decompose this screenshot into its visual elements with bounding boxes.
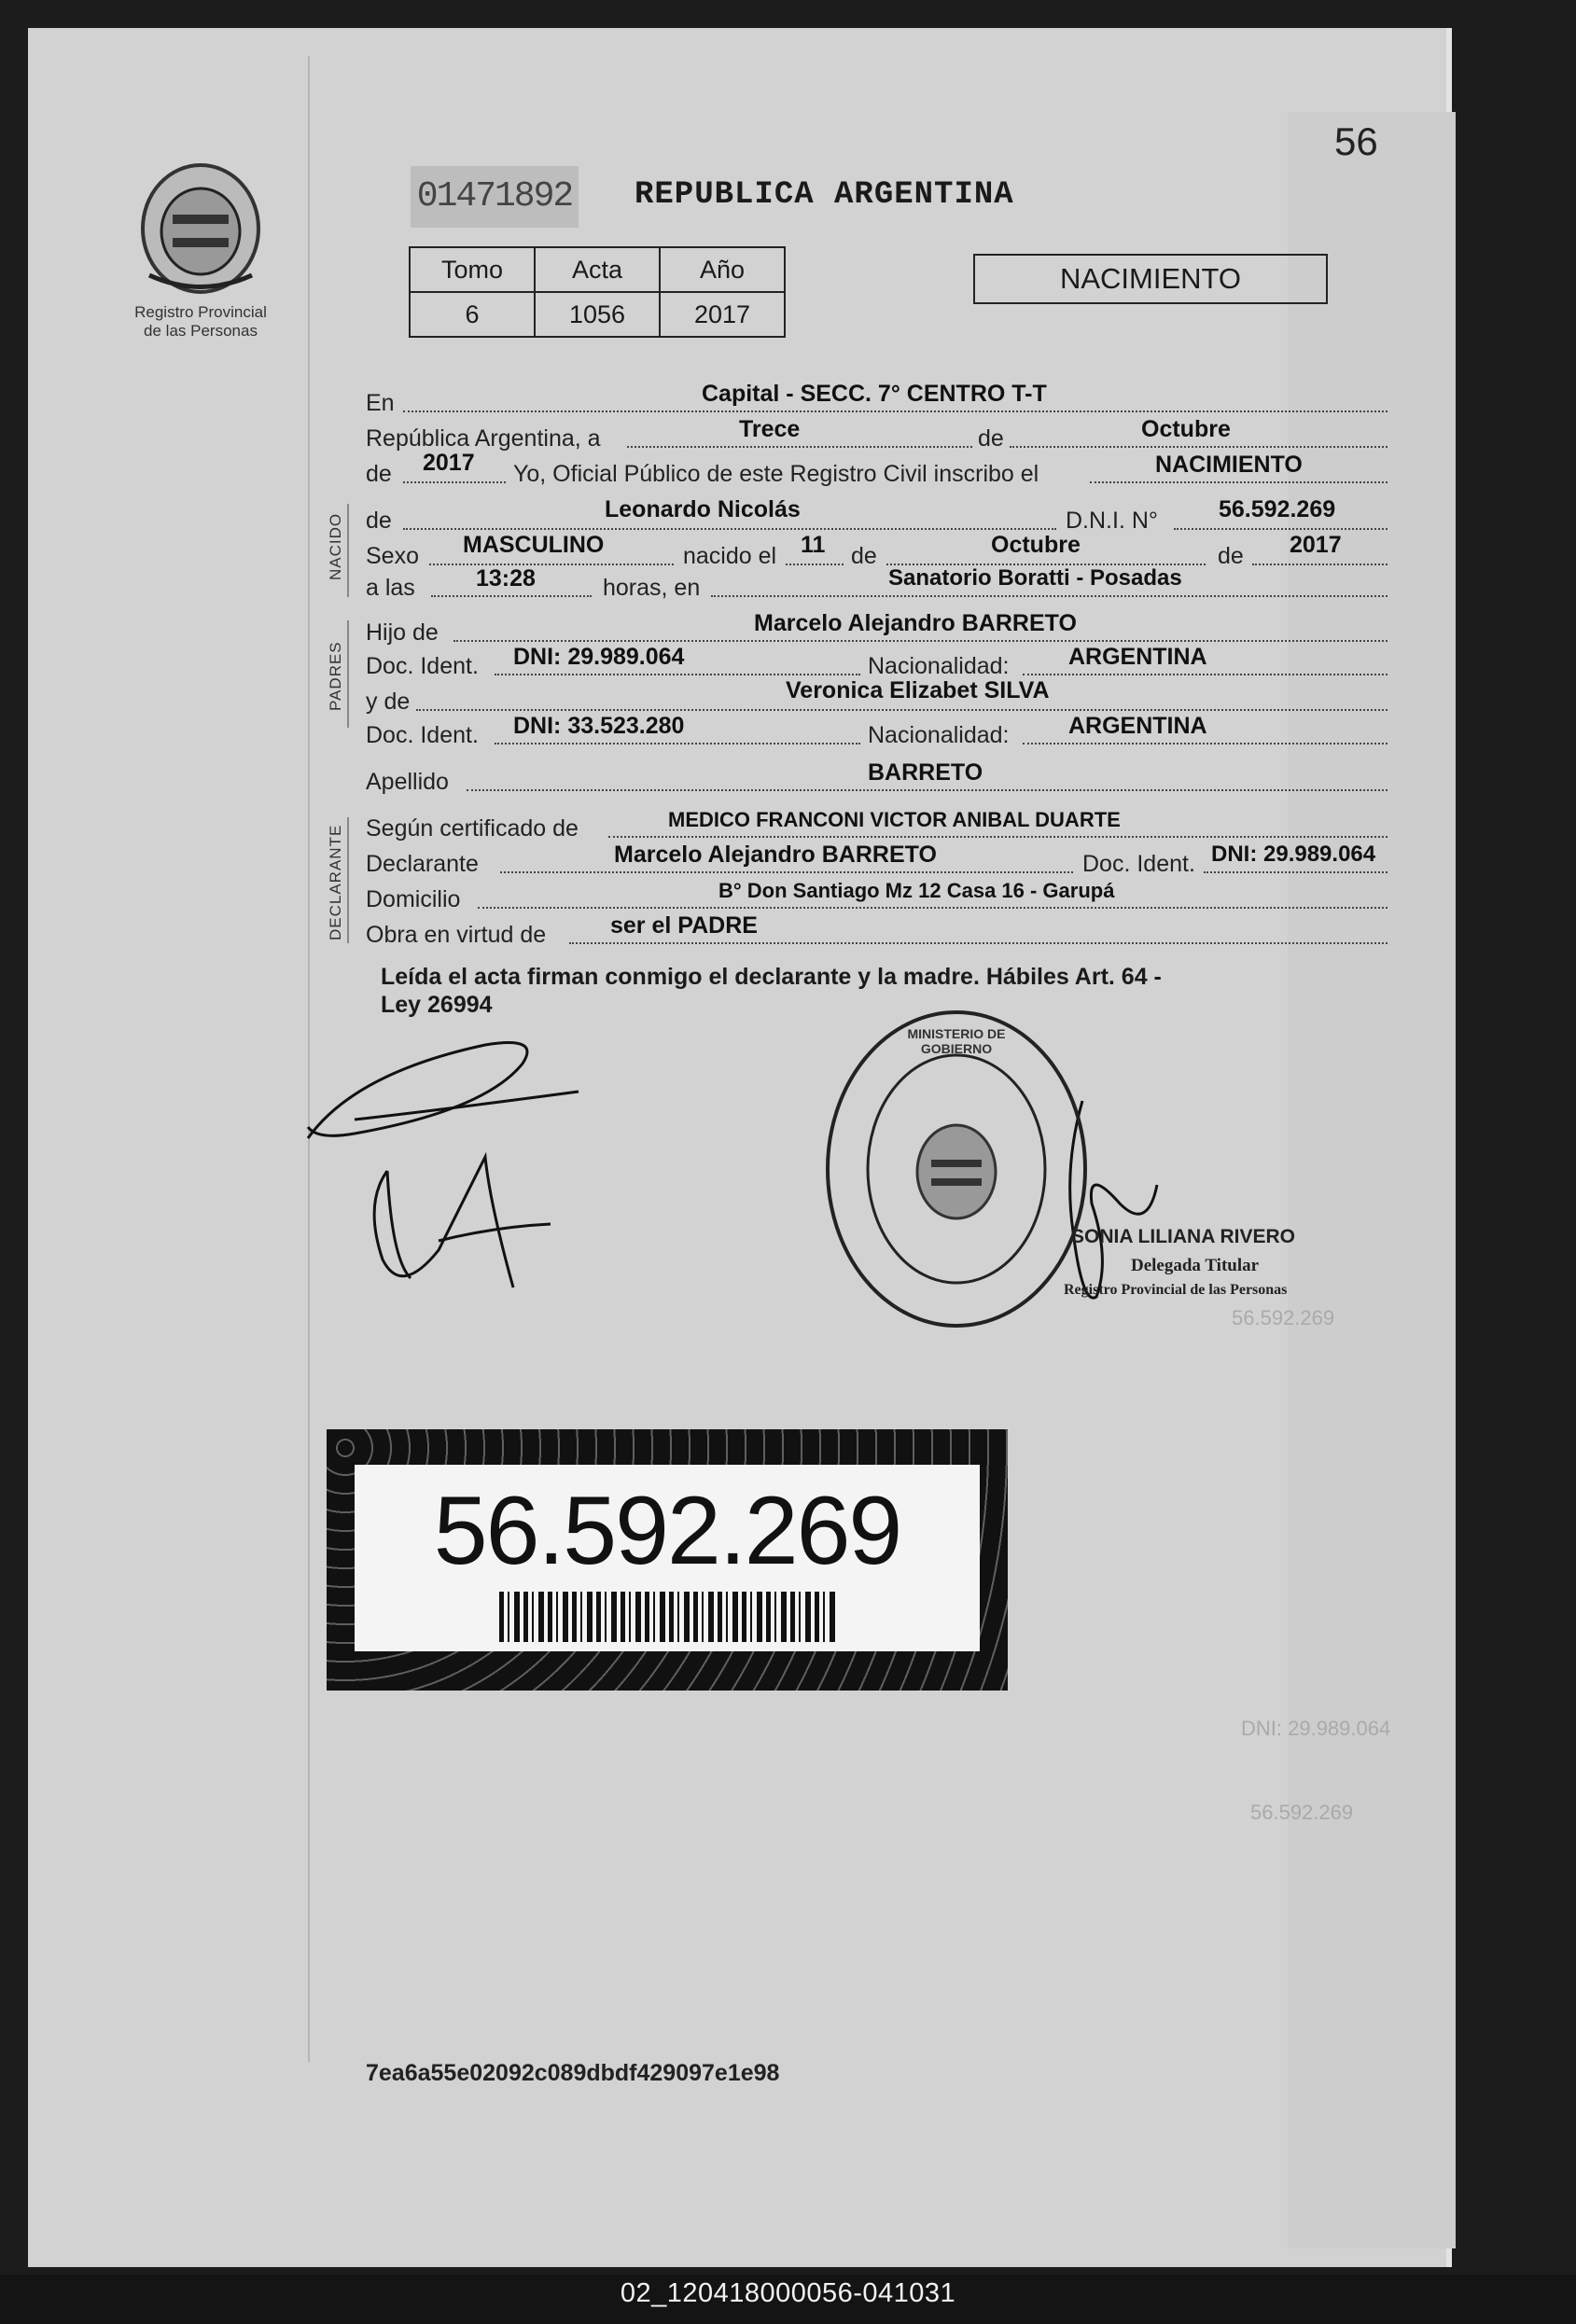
table-header-anio: Año (660, 247, 785, 292)
en-label: En (366, 390, 395, 416)
domicilio-label: Domicilio (366, 886, 461, 912)
barcode-sticker (327, 1429, 1008, 1691)
nacionalidad-label: Nacionalidad: (868, 653, 1010, 679)
domicilio-value: B° Don Santiago Mz 12 Casa 16 - Garupá (718, 879, 1115, 902)
dotted-line (1023, 743, 1388, 745)
madre-value: Veronica Elizabet SILVA (786, 677, 1050, 703)
horas-en-label: horas, en (603, 575, 701, 601)
padre-value: Marcelo Alejandro BARRETO (754, 610, 1077, 636)
dotted-line (711, 595, 1388, 597)
provincial-coat-of-arms-logo (131, 159, 271, 299)
dotted-line (569, 942, 1388, 944)
madre-nac-value: ARGENTINA (1068, 713, 1207, 739)
apellido-value: BARRETO (868, 759, 983, 786)
republica-label: República Argentina, a (366, 425, 601, 452)
declarante-label: Declarante (366, 851, 479, 877)
act-reference-table (409, 246, 786, 338)
dotted-line (431, 595, 592, 597)
dotted-line (1010, 446, 1388, 448)
nac-anio-value: 2017 (1290, 532, 1342, 558)
dotted-line (786, 564, 844, 565)
obra-value: ser el PADRE (610, 912, 758, 939)
document-title: REPUBLICA ARGENTINA (635, 177, 1014, 213)
doc-ident3-label: Doc. Ident. (1082, 851, 1195, 877)
dotted-line (403, 528, 1056, 530)
document-hash: 7ea6a55e02092c089dbdf429097e1e98 (366, 2060, 780, 2086)
hijo-de-label: Hijo de (366, 619, 439, 646)
dia-value: Trece (739, 416, 801, 442)
declarante-value: Marcelo Alejandro BARRETO (614, 842, 937, 868)
official-org: Registro Provincial de las Personas (1064, 1282, 1288, 1298)
barcode-number: 56.592.269 (433, 1477, 901, 1585)
section-label-padres: PADRES (327, 641, 344, 711)
logo-caption-line1: Registro Provincial (134, 303, 267, 321)
section-divider (347, 504, 349, 597)
dotted-line (403, 481, 506, 483)
section-label-nacido: NACIDO (327, 512, 344, 580)
section-label-declarante: DECLARANTE (327, 824, 344, 940)
dotted-line (453, 640, 1388, 642)
section-divider (347, 620, 349, 728)
dotted-line (608, 836, 1388, 838)
de4-label: de (851, 543, 877, 569)
dotted-line (1204, 871, 1388, 873)
doc-ident2-label: Doc. Ident. (366, 722, 479, 748)
dotted-line (1090, 481, 1388, 483)
oficial-text: Yo, Oficial Público de este Registro Civil inscribo el (513, 461, 1039, 487)
dotted-line (495, 743, 860, 745)
hora-value: 13:28 (476, 565, 536, 591)
act-type-box: NACIMIENTO (973, 254, 1328, 304)
sexo-label: Sexo (366, 543, 419, 569)
dotted-line (627, 446, 972, 448)
official-role: Delegada Titular (1131, 1256, 1260, 1275)
dotted-line (495, 674, 860, 675)
official-name: SONIA LILIANA RIVERO (1071, 1226, 1295, 1247)
page-number: 56 (1334, 119, 1378, 163)
stamp-number: 01471892 (411, 166, 579, 228)
de2-label: de (366, 461, 392, 487)
sexo-value: MASCULINO (463, 532, 605, 558)
bleed-through-text: 56.592.269 (1250, 1801, 1354, 1824)
table-value-tomo: 6 (410, 292, 535, 337)
dotted-line (1023, 674, 1388, 675)
declarant-signature (299, 1017, 597, 1306)
certificado-value: MEDICO FRANCONI VICTOR ANIBAL DUARTE (668, 808, 1121, 831)
table-value-acta: 1056 (535, 292, 660, 337)
de5-label: de (1218, 543, 1244, 569)
table-value-anio: 2017 (660, 292, 785, 337)
a-las-label: a las (366, 575, 415, 601)
dotted-line (478, 907, 1388, 909)
dni-value: 56.592.269 (1219, 496, 1336, 522)
underlying-page-edge (1288, 112, 1456, 2248)
bleed-through-text: DNI: 29.989.064 (1241, 1717, 1391, 1740)
apellido-label: Apellido (366, 769, 449, 795)
dotted-line (403, 411, 1388, 412)
anio-value: 2017 (423, 450, 475, 476)
dotted-line (1252, 564, 1388, 565)
dotted-line (429, 564, 674, 565)
bleed-through-text: 56.592.269 (1232, 1306, 1335, 1329)
closing-note: Leída el acta firman conmigo el declarante y la madre. Hábiles Art. 64 - Ley 26994 (381, 964, 1162, 1018)
dni-label: D.N.I. N° (1066, 508, 1158, 534)
padre-nac-value: ARGENTINA (1068, 644, 1207, 670)
padre-doc-value: DNI: 29.989.064 (513, 644, 685, 670)
nacionalidad2-label: Nacionalidad: (868, 722, 1010, 748)
document-page (28, 28, 1452, 2267)
dotted-line (467, 789, 1388, 791)
obra-label: Obra en virtud de (366, 922, 547, 948)
logo-caption-line2: de las Personas (144, 322, 258, 340)
barcode-bars (499, 1592, 835, 1642)
footer-id: 02_120418000056-041031 (620, 2278, 956, 2308)
lugar-value: Sanatorio Boratti - Posadas (888, 565, 1182, 591)
nac-mes-value: Octubre (991, 532, 1081, 558)
mes-value: Octubre (1141, 416, 1231, 442)
seal-text: MINISTERIO DE GOBIERNO (907, 1026, 1006, 1056)
section-divider (347, 817, 349, 943)
de3-label: de (366, 508, 392, 534)
dotted-line (1174, 528, 1388, 530)
en-value: Capital - SECC. 7° CENTRO T-T (702, 381, 1047, 407)
inscripcion-value: NACIMIENTO (1155, 452, 1303, 478)
madre-doc-value: DNI: 33.523.280 (513, 713, 685, 739)
logo-caption (112, 303, 289, 341)
de-label: de (978, 425, 1004, 452)
certificado-label: Según certificado de (366, 815, 579, 842)
table-header-tomo: Tomo (410, 247, 535, 292)
nacido-el-label: nacido el (683, 543, 777, 569)
doc-ident-label: Doc. Ident. (366, 653, 479, 679)
nombre-value: Leonardo Nicolás (605, 496, 801, 522)
nac-dia-value: 11 (801, 532, 826, 558)
y-de-label: y de (366, 689, 411, 715)
barcode-label (355, 1465, 980, 1651)
dotted-line (416, 709, 1388, 711)
dotted-line (500, 871, 1073, 873)
table-header-acta: Acta (535, 247, 660, 292)
declarante-doc-value: DNI: 29.989.064 (1211, 842, 1376, 867)
